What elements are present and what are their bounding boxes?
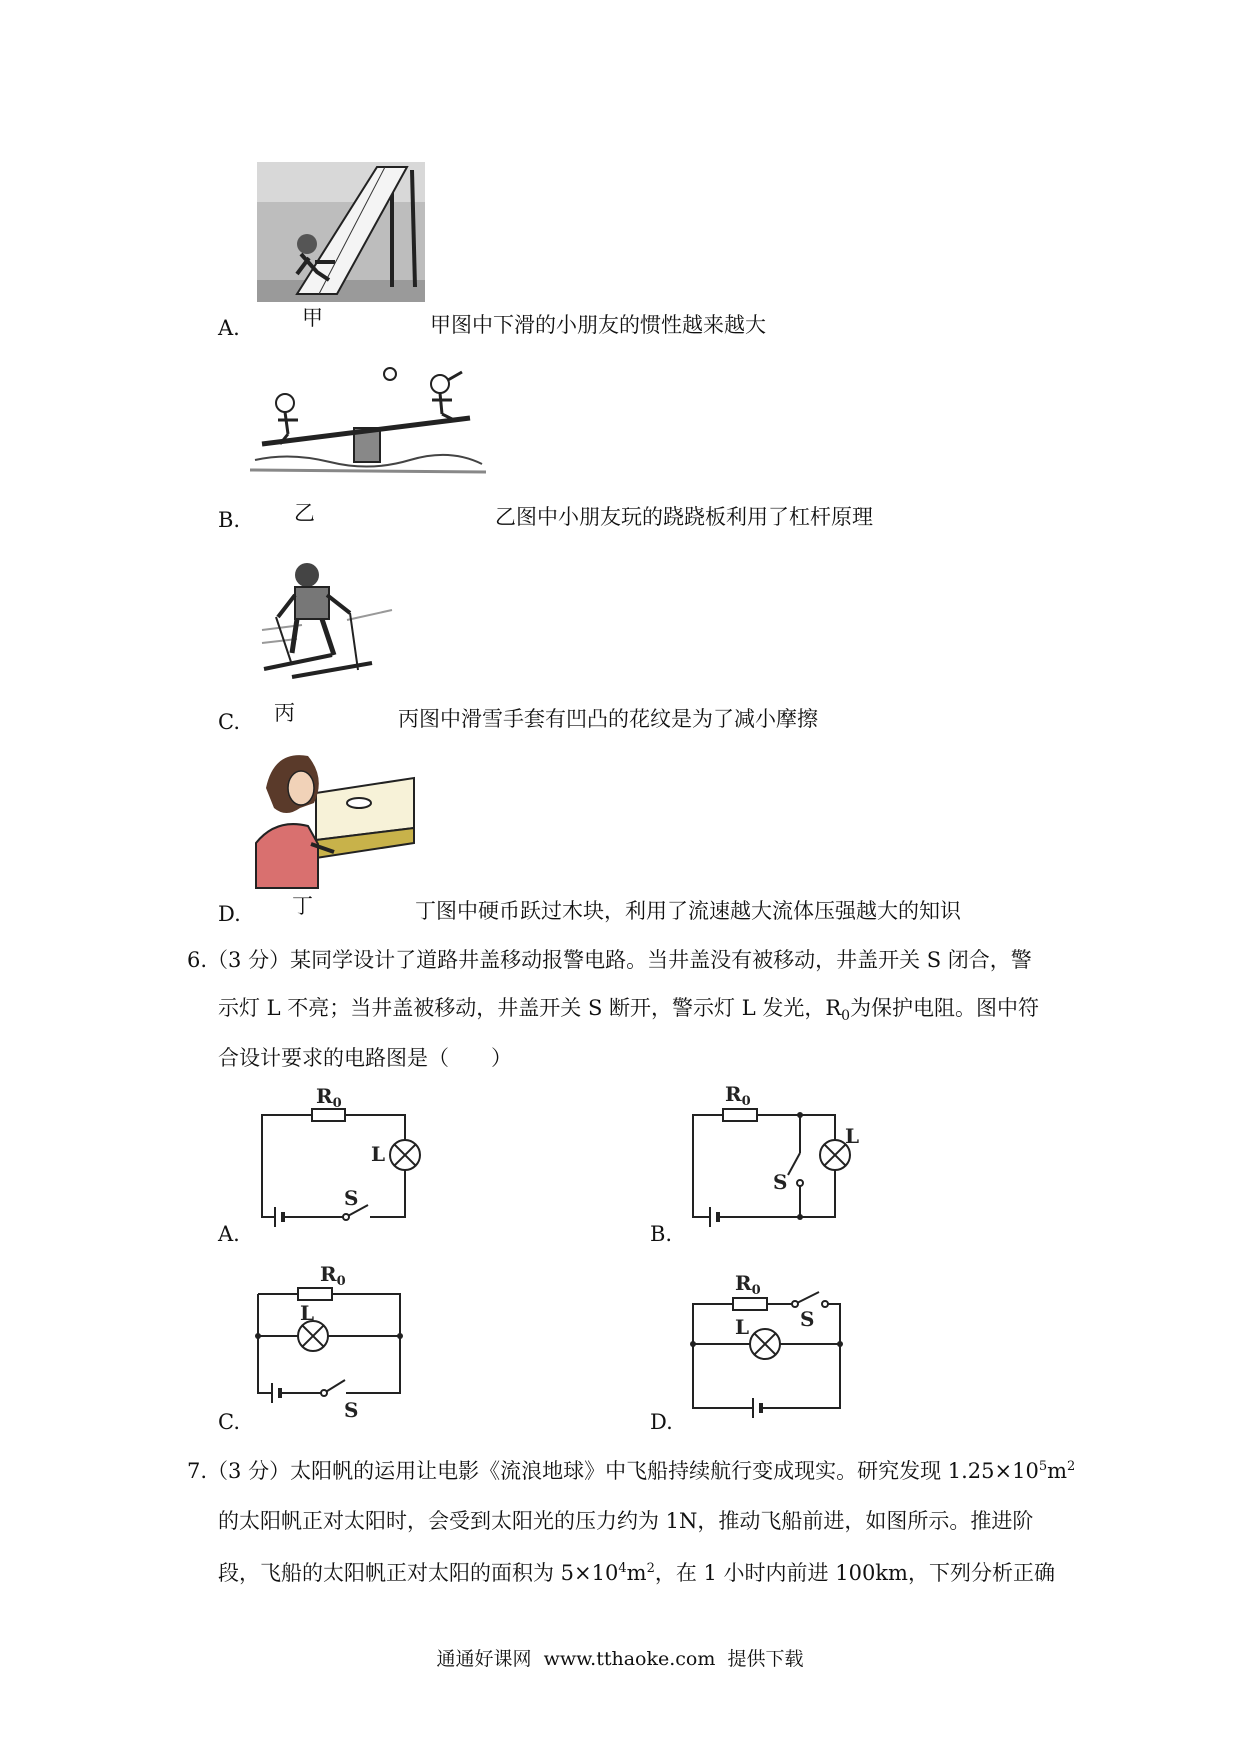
option-text: 甲图中下滑的小朋友的惯性越来越大 bbox=[430, 313, 766, 337]
circuit-option-letter: B. bbox=[650, 1222, 673, 1246]
switch-label: S bbox=[344, 1186, 359, 1210]
q7-line1-exponent: 5 bbox=[1038, 1459, 1048, 1474]
circuit-diagram-a bbox=[250, 1085, 440, 1225]
resistor-subscript: 0 bbox=[741, 1094, 751, 1109]
option-letter: D. bbox=[218, 902, 241, 926]
q7-line1-part-a: 7.（3 分）太阳帆的运用让电影《流浪地球》中飞船持续航行变成现实。研究发现 1.25×10 bbox=[187, 1459, 1039, 1483]
skier-illustration bbox=[262, 555, 397, 685]
girl-coin-illustration bbox=[256, 748, 414, 888]
lamp-label: L bbox=[735, 1315, 750, 1339]
slide-illustration bbox=[257, 162, 425, 302]
q7-line3-part-c: ，在 1 小时内前进 100km，下列分析正确 bbox=[654, 1561, 1055, 1585]
q6-line2-subscript: 0 bbox=[841, 1008, 851, 1025]
circuit-diagram-c bbox=[250, 1258, 410, 1422]
circuit-option-letter: D. bbox=[650, 1410, 673, 1434]
resistor-label: R bbox=[725, 1082, 742, 1106]
q7-line3-exponent: 4 bbox=[618, 1561, 627, 1576]
question-7-line-1 bbox=[187, 1460, 1075, 1482]
seesaw-illustration bbox=[250, 360, 486, 480]
q7-line1-unit-exponent: 2 bbox=[1067, 1459, 1076, 1474]
q7-line3-unit-exponent: 2 bbox=[646, 1561, 655, 1576]
footer-text: 通通好课网 www.tthaoke.com 提供下载 bbox=[436, 1648, 804, 1670]
resistor-label: R bbox=[316, 1084, 333, 1108]
q7-line3-part-a: 段，飞船的太阳帆正对太阳的面积为 5×10 bbox=[218, 1561, 619, 1585]
question-6-line-2 bbox=[218, 998, 1039, 1023]
lamp-label: L bbox=[845, 1124, 860, 1148]
circuit-option-letter: A. bbox=[218, 1222, 240, 1246]
figure-label: 乙 bbox=[294, 501, 315, 525]
q6-line2-part-a: 示灯 L 不亮；当井盖被移动，井盖开关 S 断开，警示灯 L 发光，R bbox=[218, 996, 842, 1020]
option-text: 乙图中小朋友玩的跷跷板利用了杠杆原理 bbox=[495, 505, 873, 529]
option-letter: B. bbox=[218, 508, 241, 532]
circuit-diagram-b bbox=[685, 1083, 875, 1223]
svg-text:R0 bbox=[320, 1262, 346, 1289]
figure-label: 甲 bbox=[302, 306, 323, 330]
q7-line1-unit: m bbox=[1047, 1459, 1068, 1483]
svg-text:R0 bbox=[725, 1082, 751, 1109]
figure-label: 丁 bbox=[292, 894, 313, 918]
resistor-subscript: 0 bbox=[336, 1274, 346, 1289]
switch-label: S bbox=[344, 1398, 359, 1422]
circuit-diagram-d bbox=[685, 1268, 855, 1418]
question-7-line-3 bbox=[218, 1562, 1055, 1584]
lamp-label: L bbox=[371, 1142, 386, 1166]
resistor-label: R bbox=[320, 1262, 337, 1286]
q7-line3-unit: m bbox=[626, 1561, 647, 1585]
q6-line2-part-b: 为保护电阻。图中符 bbox=[850, 996, 1040, 1020]
lamp-label: L bbox=[300, 1301, 315, 1325]
switch-label: S bbox=[800, 1307, 815, 1331]
svg-text:R0 bbox=[316, 1084, 342, 1111]
option-text: 丁图中硬币跃过木块，利用了流速越大流体压强越大的知识 bbox=[415, 899, 961, 923]
circuit-option-letter: C. bbox=[218, 1410, 240, 1434]
figure-label: 丙 bbox=[274, 701, 295, 725]
switch-label: S bbox=[773, 1170, 788, 1194]
svg-text:R0 bbox=[735, 1271, 761, 1298]
option-letter: A. bbox=[218, 316, 240, 340]
question-7-line-2: 的太阳帆正对太阳时，会受到太阳光的压力约为 1N，推动飞船前进，如图所示。推进阶 bbox=[218, 1509, 1034, 1533]
option-letter: C. bbox=[218, 710, 240, 734]
resistor-subscript: 0 bbox=[332, 1096, 342, 1111]
question-6-line-1: 6.（3 分）某同学设计了道路井盖移动报警电路。当井盖没有被移动，井盖开关 S 闭合，警 bbox=[187, 948, 1032, 972]
question-6-line-3: 合设计要求的电路图是（ ） bbox=[218, 1046, 512, 1070]
resistor-subscript: 0 bbox=[751, 1283, 761, 1298]
option-text: 丙图中滑雪手套有凹凸的花纹是为了减小摩擦 bbox=[398, 707, 818, 731]
resistor-label: R bbox=[735, 1271, 752, 1295]
